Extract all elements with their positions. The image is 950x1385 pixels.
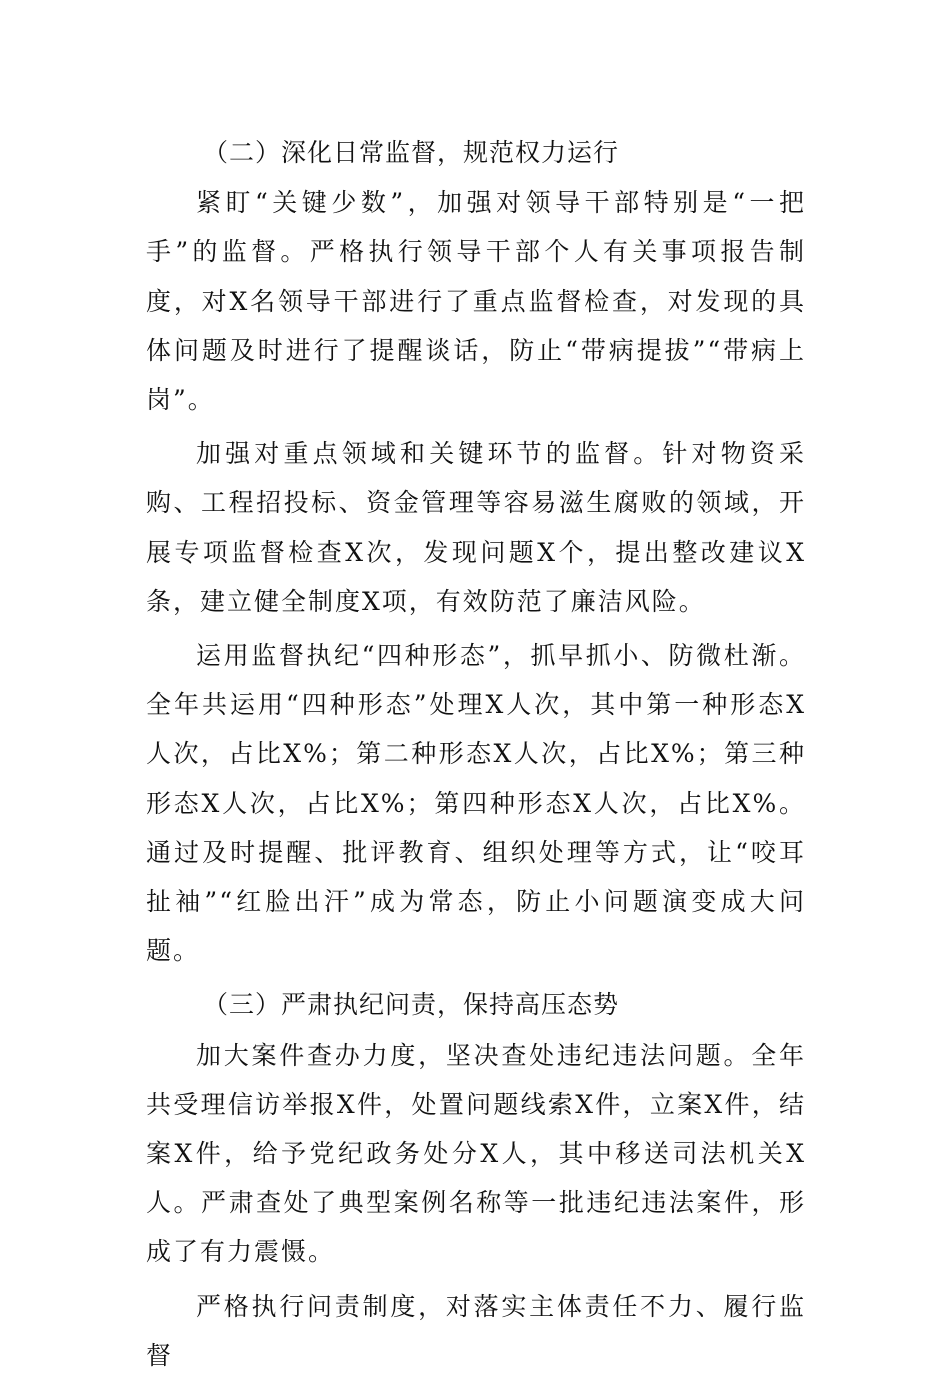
section-heading-2: （二）深化日常监督，规范权力运行 [203,138,620,167]
paragraph-four-forms: 运用监督执纪“四种形态”，抓早抓小、防微杜渐。全年共运用“四种形态”处理X人次，其中第一种形态X人次，占比X%；第二种形态X人次，占比X%；第三种形态X人次，占比X%；第四种形态X人次，占比X%。通过及时提醒、批评教育、组织处理等方式，让“咬耳扯袖”“红脸出汗”成为常态，防止小问题演变成大问题。 [146,641,806,966]
paragraph-accountability: 严格执行问责制度，对落实主体责任不力、履行监督 [146,1291,806,1370]
section-heading-3: （三）严肃执纪问责，保持高压态势 [203,990,620,1020]
document-body [146,128,806,1385]
paragraph-key-areas: 加强对重点领域和关键环节的监督。针对物资采购、工程招投标、资金管理等容易滋生腐败的领域，开展专项监督检查X次，发现问题X个，提出整改建议X条，建立健全制度X项，有效防范了廉洁风险。 [146,439,806,616]
paragraph-case-handling: 加大案件查办力度，坚决查处违纪违法问题。全年共受理信访举报X件，处置问题线索X件，立案X件，结案X件，给予党纪政务处分X人，其中移送司法机关X人。严肃查处了典型案例名称等一批违纪违法案件，形成了有力震慑。 [146,1040,806,1267]
paragraph-key-minority: 紧盯“关键少数”，加强对领导干部特别是“一把手”的监督。严格执行领导干部个人有关事项报告制度，对X名领导干部进行了重点监督检查，对发现的具体问题及时进行了提醒谈话，防止“带病提拔”“带病上岗”。 [146,188,806,415]
